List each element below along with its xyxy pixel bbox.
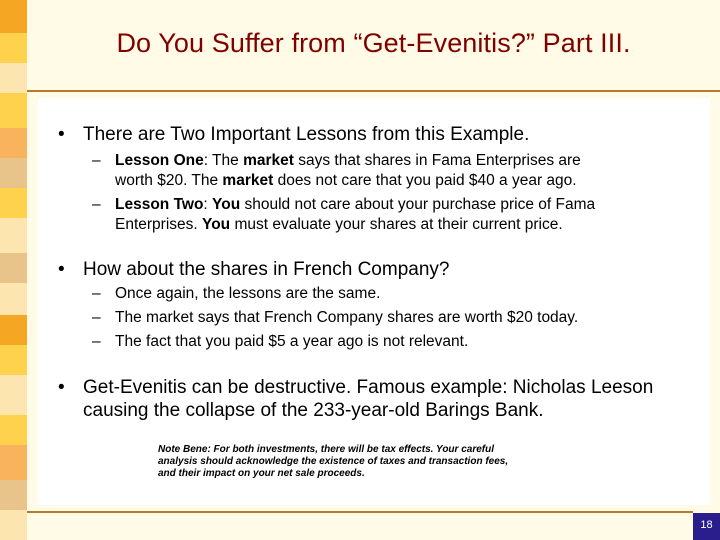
sub-bullet-text: The fact that you paid $5 a year ago is not relevant. (115, 333, 469, 350)
bold-term: market (243, 152, 294, 169)
strip-block (0, 510, 27, 540)
bold-term: Lesson One (115, 152, 204, 169)
bullet-text: How about the shares in French Company? (83, 259, 450, 280)
strip-block (0, 188, 27, 218)
bold-term: You (202, 216, 231, 233)
strip-block (0, 93, 27, 128)
footnote-line: Note Bene: For both investments, there will be tax effects. Your careful (158, 444, 495, 455)
strip-block (0, 375, 27, 415)
bullet-marker: • (58, 124, 65, 145)
footnote (158, 444, 598, 480)
footnote-line: analysis should acknowledge the existence of taxes and transaction fees, (158, 456, 509, 467)
strip-block (0, 315, 27, 345)
sub-bullet-marker: – (92, 309, 101, 326)
bold-term: market (222, 172, 274, 189)
bullet-marker: • (58, 377, 65, 398)
page-number: 18 (700, 519, 713, 531)
sub-bullet-marker: – (92, 196, 101, 213)
sub-bullet-text (115, 215, 563, 235)
strip-block (0, 0, 27, 33)
sub-bullet-text (115, 151, 581, 171)
sub-bullet-text (115, 195, 595, 215)
text-run: says that shares in Fama Enterprises are (293, 152, 581, 169)
text-run: does not care that you paid $40 a year ago. (273, 172, 577, 189)
text-run: worth $20. The (115, 172, 223, 189)
sub-bullet-text: The market says that French Company shares are worth $20 today. (115, 309, 579, 326)
strip-block (0, 128, 27, 158)
bullet-text: There are Two Important Lessons from this Example. (83, 124, 530, 145)
strip-block (0, 33, 27, 63)
bold-term: You (212, 196, 241, 213)
footnote-line: and their impact on your net sale proceeds. (158, 468, 365, 479)
strip-block (0, 283, 27, 315)
strip-block (0, 218, 27, 253)
bullet-text: Get-Evenitis can be destructive. Famous example: Nicholas Leeson (83, 377, 654, 398)
text-run: must evaluate your shares at their current price. (230, 216, 563, 233)
bullet-marker: • (58, 259, 65, 280)
strip-block (0, 158, 27, 188)
strip-block (0, 480, 27, 510)
slide-title: Do You Suffer from “Get-Evenitis?” Part III. (116, 28, 631, 58)
title-band (27, 0, 720, 88)
strip-block (0, 253, 27, 283)
sub-bullet-marker: – (92, 333, 101, 350)
bullet-text: causing the collapse of the 233-year-old Barings Bank. (83, 400, 544, 421)
sub-bullet-text: Once again, the lessons are the same. (115, 285, 381, 302)
strip-block (0, 415, 27, 445)
decorative-color-strip (0, 0, 27, 540)
strip-block (0, 345, 27, 375)
strip-block (0, 445, 27, 480)
strip-block (0, 63, 27, 93)
title-rule (27, 90, 720, 92)
text-run: : (203, 196, 213, 213)
text-run: should not care about your purchase price of Fama (240, 196, 596, 213)
bottom-rule (27, 511, 693, 513)
sub-bullet-marker: – (92, 152, 101, 169)
sub-bullet-text (115, 171, 577, 191)
sub-bullet-marker: – (92, 285, 101, 302)
bold-term: Lesson Two (115, 196, 204, 213)
text-run: : The (203, 152, 244, 169)
text-run: Enterprises. (115, 216, 203, 233)
